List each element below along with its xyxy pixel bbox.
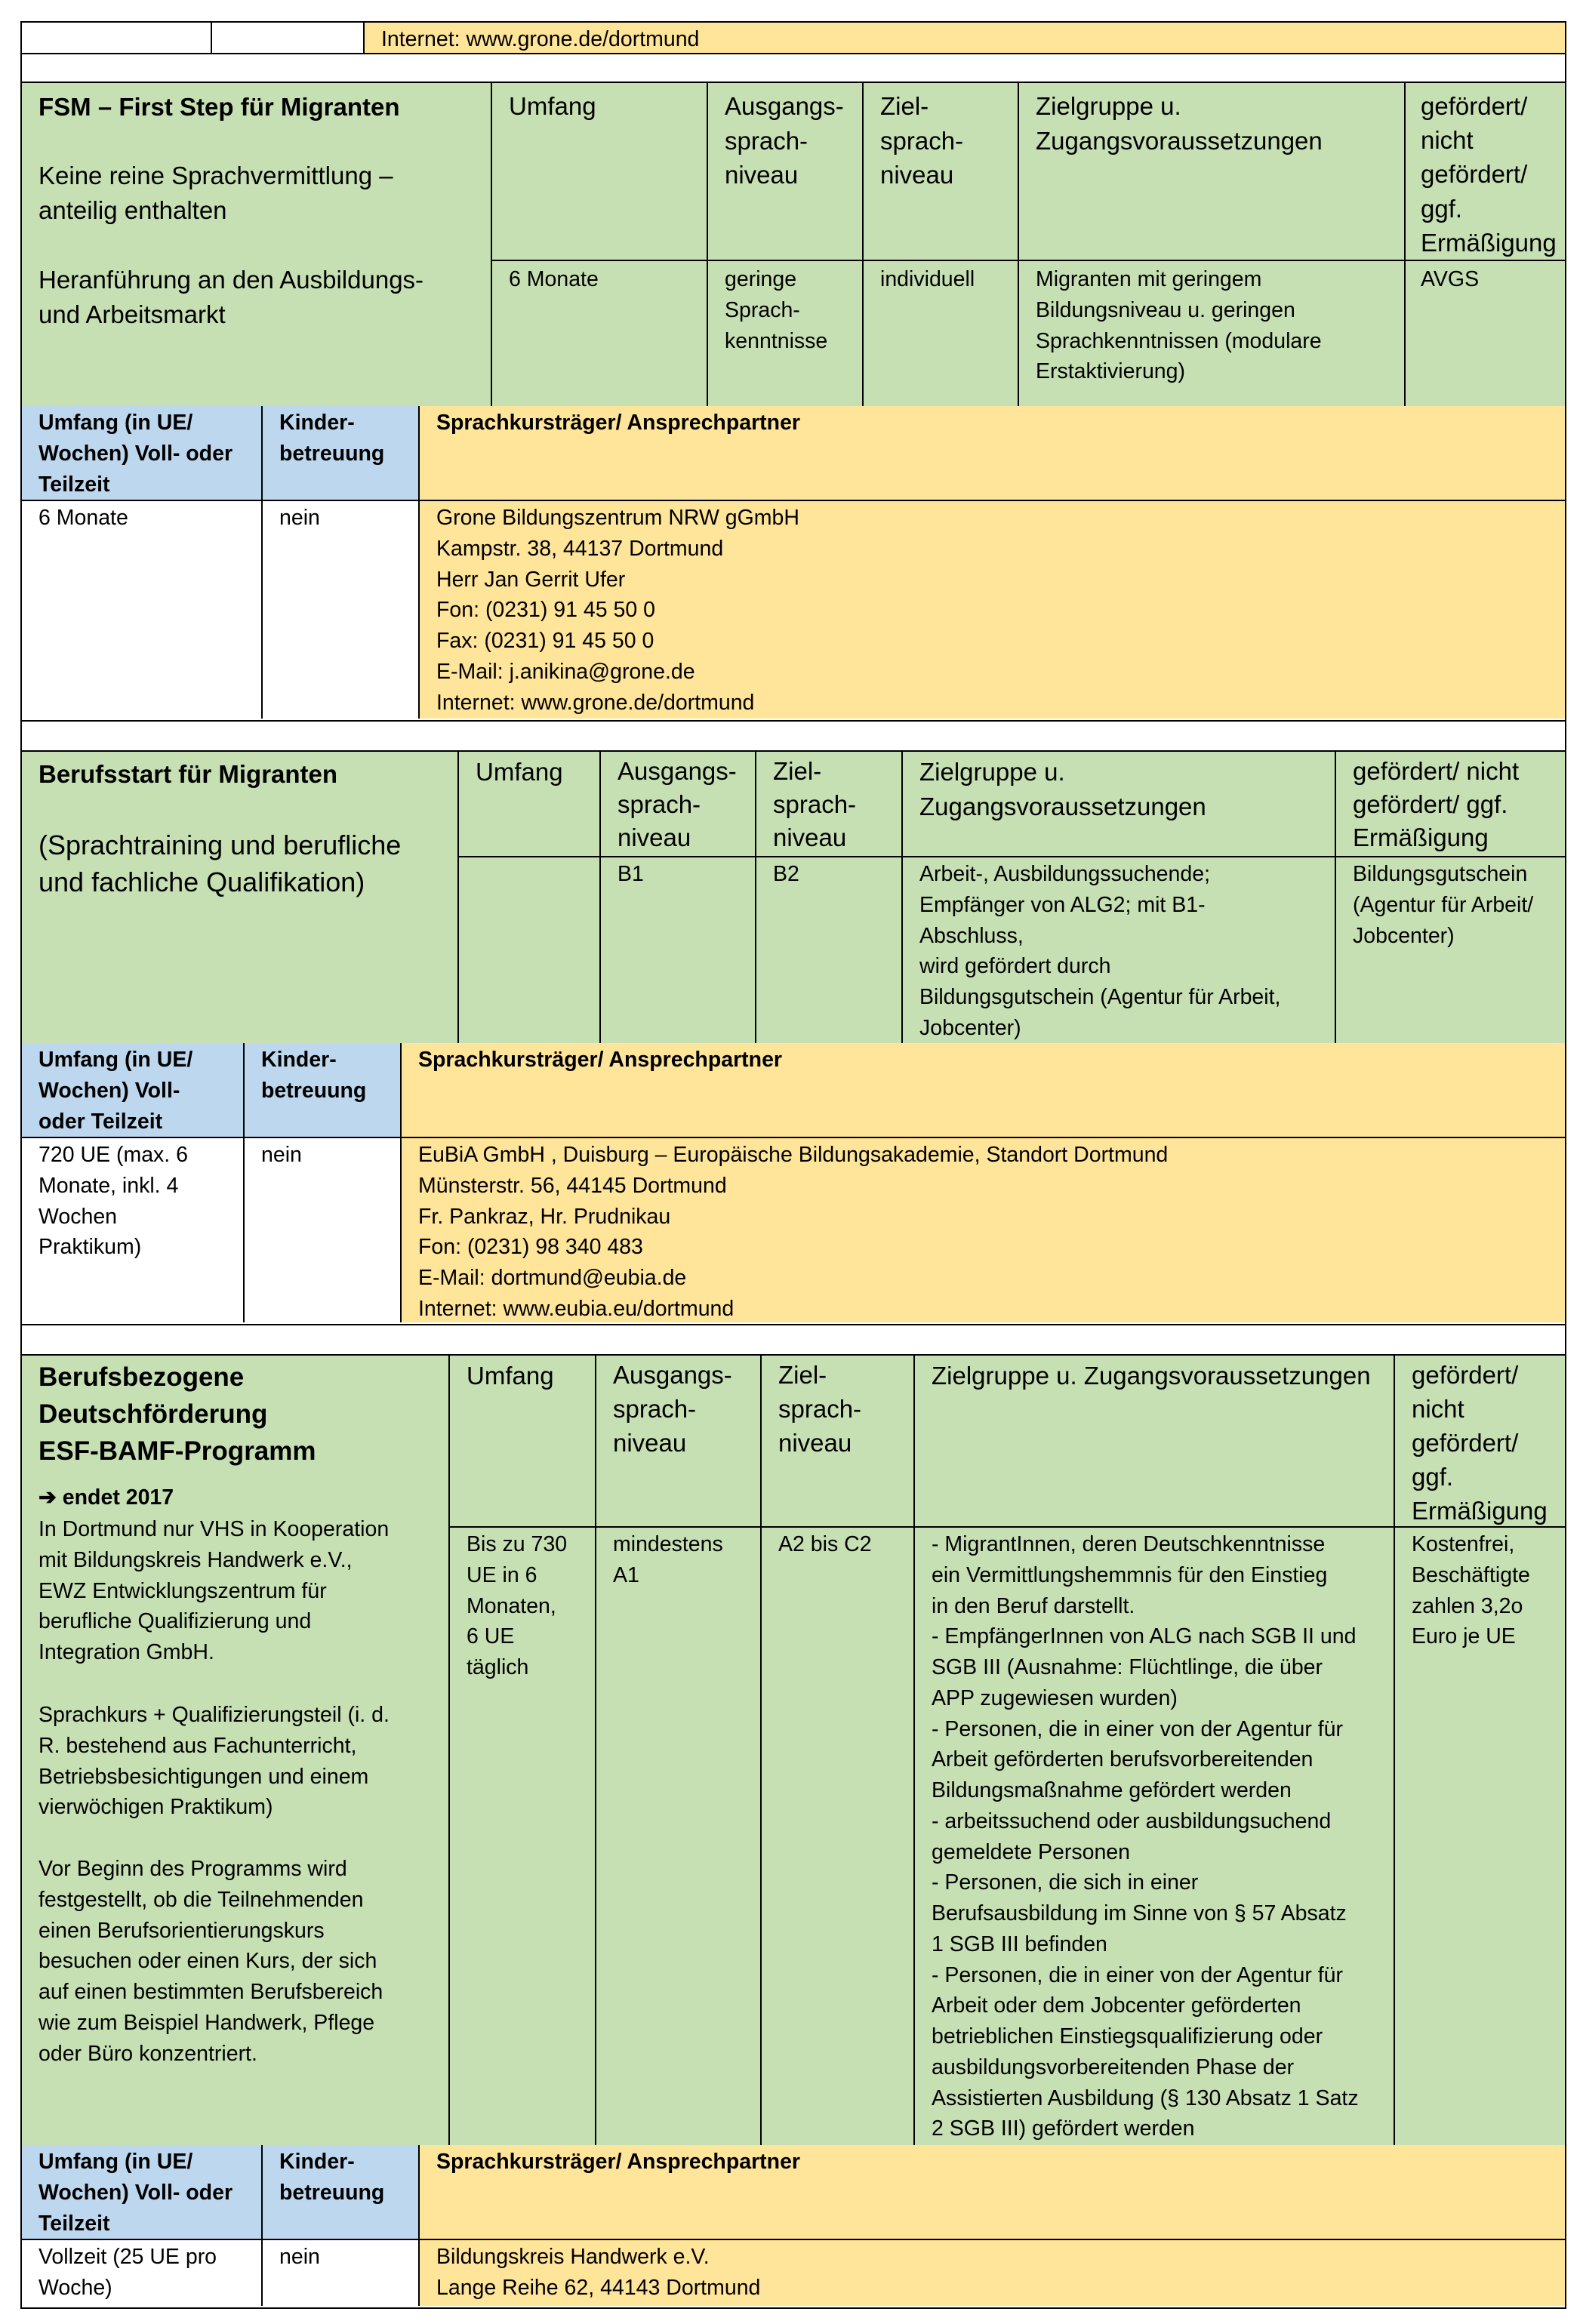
esf-p-kinder <box>263 2240 420 2306</box>
esf-h-gefoerdert-text: gefördert/ nicht gefördert/ ggf. Ermäßigung <box>1412 1361 1548 1525</box>
esf-v-umfang-text: Bis zu 730 UE in 6 Monaten, 6 UE täglich <box>467 1532 568 1679</box>
esf-ph-traeger-text: Sprachkursträger/ Ansprechpartner <box>436 2150 801 2174</box>
fsm-h-umfang-text: Umfang <box>509 92 596 120</box>
bs-v-zielgruppe-text: Arbeit-, Ausbildungssuchende; Empfänger von ALG2; mit B1- Abschluss, wird gefördert durch Bildungsgutschein (Agentur für Arbeit, Jobcenter) <box>919 862 1281 1040</box>
fsm-p-traeger <box>420 501 1565 719</box>
bs-ph-umfang-text: Umfang (in UE/ Wochen) Voll- oder Teilzeit <box>38 1048 193 1134</box>
esf-desc-3: Vor Beginn des Programms wird festgestellt, ob die Teilnehmenden einen Berufsorientierungskurs besuchen oder einen Kurs, der sich auf einen bestimmten Berufsbereich wie zum Beispiel Handwerk, Pflege oder Büro konzentriert. <box>38 1857 383 2066</box>
fsm-section <box>20 82 1566 408</box>
bs-h-ziel <box>756 752 903 857</box>
spacer-3 <box>20 1324 1566 1356</box>
fsm-ph-traeger <box>420 406 1565 501</box>
esf-v-ziel-text: A2 bis C2 <box>778 1532 872 1556</box>
bs-h-umfang-text: Umfang <box>476 758 563 786</box>
esf-v-gefoerdert <box>1395 1528 1565 2145</box>
esf-v-zielgruppe-text: - MigrantInnen, deren Deutschkenntnisse ein Vermittlungshemmnis für den Einstieg in den Beruf darstellt. - EmpfängerInnen von ALG nach SGB II und SGB III (Ausnahme: Flüchtlinge, die über APP zugewiesen wurden) - Personen, die in einer von der Agentur für Arbeit geförderten berufsvorbereitenden Bildungsmaßnahme gefördert werden - arbeitssuchend oder ausbildungsuchend gemeldete Personen - Personen, die sich in einer Berufsausbildung im Sinne von § 57 Absatz 1 SGB III befinden - Personen, die in einer von der Agentur für Arbeit oder dem Jobcenter geförderten betrieblichen Einstiegsqualifizierung oder ausbildungsvorbereitenden Phase der Assistierten Ausbildung (§ 130 Absatz 1 Satz 2 SGB III) gefördert werden <box>932 1532 1359 2141</box>
fsm-v-ausgang <box>708 261 864 406</box>
fsm-ph-traeger-text: Sprachkursträger/ Ansprechpartner <box>436 411 801 435</box>
bs-v-gefoerdert <box>1336 857 1565 1043</box>
fsm-desc-2: Heranführung an den Ausbildungs- und Arbeitsmarkt <box>38 266 424 328</box>
bs-desc: (Sprachtraining und berufliche und fachliche Qualifikation) <box>38 830 402 897</box>
bs-v-ausgang <box>601 857 756 1043</box>
fsm-v-zielgruppe <box>1019 261 1406 406</box>
esf-v-ziel <box>762 1528 915 2145</box>
esf-v-ausgang-text: mindestens A1 <box>613 1532 723 1587</box>
esf-provider <box>20 2145 1566 2309</box>
esf-p-umfang-text: Vollzeit (25 UE pro Woche) <box>38 2245 217 2300</box>
fsm-h-zielgruppe-text: Zielgruppe u. Zugangsvoraussetzungen <box>1036 92 1323 155</box>
esf-v-zielgruppe <box>915 1528 1395 2145</box>
bs-ph-kinder-text: Kinder- betreuung <box>261 1048 367 1103</box>
fsm-title: FSM – First Step für Migranten <box>38 93 400 121</box>
bs-h-ausgang-text: Ausgangs- sprach- niveau <box>617 757 737 851</box>
bs-v-zielgruppe <box>903 857 1336 1043</box>
bs-ph-kinder <box>245 1043 402 1138</box>
bs-v-ziel-text: B2 <box>773 862 799 886</box>
bs-p-kinder <box>245 1138 402 1322</box>
bs-h-ausgang <box>601 752 756 857</box>
fsm-p-kinder <box>263 501 420 719</box>
fsm-provider <box>20 406 1566 722</box>
top-cell-internet <box>365 23 1565 53</box>
berufsstart-section <box>20 750 1566 1045</box>
fsm-p-umfang <box>22 501 263 719</box>
berufsstart-provider <box>20 1043 1566 1325</box>
esf-section <box>20 1354 1566 2147</box>
esf-desc-1: In Dortmund nur VHS in Kooperation mit Bildungskreis Handwerk e.V., EWZ Entwicklungszentrum für berufliche Qualifizierung und Integration GmbH. <box>38 1517 390 1664</box>
top-cell-2 <box>212 23 365 53</box>
bs-h-gefoerdert-text: gefördert/ nicht gefördert/ ggf. Ermäßigung <box>1353 757 1520 851</box>
esf-ph-umfang <box>22 2145 263 2240</box>
esf-ph-kinder <box>263 2145 420 2240</box>
esf-ph-traeger <box>420 2145 1565 2240</box>
bs-ph-umfang <box>22 1043 245 1138</box>
fsm-h-gefoerdert-text: gefördert/ nicht gefördert/ ggf. Ermäßigung <box>1421 92 1557 257</box>
esf-h-zielgruppe-text: Zielgruppe u. Zugangsvoraussetzungen <box>932 1362 1371 1390</box>
bs-h-umfang <box>459 752 601 857</box>
top-cell-1 <box>22 23 212 53</box>
fsm-p-traeger-text: Grone Bildungszentrum NRW gGmbH Kampstr. 38, 44137 Dortmund Herr Jan Gerrit Ufer Fon: (0231) 91 45 50 0 Fax: (0231) 91 45 50 0 E-Mail: j.anikina@grone.de Internet: www.grone.de/dortmund <box>436 506 799 715</box>
fsm-desc-1: Keine reine Sprachvermittlung – anteilig enthalten <box>38 162 393 224</box>
esf-h-ausgang-text: Ausgangs- sprach- niveau <box>613 1361 732 1457</box>
esf-p-traeger-text: Bildungskreis Handwerk e.V. Lange Reihe 62, 44143 Dortmund <box>436 2245 761 2300</box>
esf-ph-umfang-text: Umfang (in UE/ Wochen) Voll- oder Teilzeit <box>38 2150 233 2236</box>
fsm-v-gefoerdert-text: AVGS <box>1421 267 1480 291</box>
esf-h-umfang-text: Umfang <box>467 1362 554 1390</box>
esf-v-ausgang <box>596 1528 762 2145</box>
esf-desc-2: Sprachkurs + Qualifizierungsteil (i. d. R. bestehend aus Fachunterricht, Betriebsbesichtigungen und einem vierwöchigen Praktikum) <box>38 1703 390 1820</box>
bs-h-zielgruppe-text: Zielgruppe u. Zugangsvoraussetzungen <box>919 758 1206 820</box>
fsm-ph-kinder <box>263 406 420 501</box>
esf-h-ziel-text: Ziel- sprach- niveau <box>778 1361 862 1457</box>
spacer-2 <box>20 720 1566 752</box>
esf-p-kinder-text: nein <box>279 2245 320 2269</box>
bs-p-traeger-text: EuBiA GmbH , Duisburg – Europäische Bildungsakademie, Standort Dortmund Münsterstr. 56, 44145 Dortmund Fr. Pankraz, Hr. Prudnikau Fon: (0231) 98 340 483 E-Mail: dortmund@eubia.de Internet: www.eubia.eu/dortmund <box>418 1143 1169 1321</box>
spacer-1 <box>20 53 1566 83</box>
fsm-v-zielgruppe-text: Migranten mit geringem Bildungsniveau u. geringen Sprachkenntnissen (modulare Erstaktivierung) <box>1036 267 1322 384</box>
fsm-h-ausgang <box>708 83 864 261</box>
bs-title-cell <box>22 752 459 1043</box>
bs-v-umfang <box>459 857 601 1043</box>
esf-h-gefoerdert <box>1395 1356 1565 1528</box>
bs-h-ziel-text: Ziel- sprach- niveau <box>773 757 857 851</box>
esf-v-gefoerdert-text: Kostenfrei, Beschäftigte zahlen 3,2o Euro je UE <box>1412 1532 1530 1649</box>
fsm-v-ausgang-text: geringe Sprach- kenntnisse <box>725 267 828 353</box>
bs-h-gefoerdert <box>1336 752 1565 857</box>
bs-p-umfang <box>22 1138 245 1322</box>
fsm-h-umfang <box>492 83 708 261</box>
fsm-ph-kinder-text: Kinder- betreuung <box>279 411 385 466</box>
top-partial-row <box>20 21 1566 54</box>
esf-title-cell <box>22 1356 450 2145</box>
fsm-v-gefoerdert <box>1406 261 1565 406</box>
fsm-v-umfang <box>492 261 708 406</box>
fsm-h-ziel <box>864 83 1019 261</box>
fsm-h-ausgang-text: Ausgangs- sprach- niveau <box>725 92 844 189</box>
bs-h-zielgruppe <box>903 752 1336 857</box>
bs-ph-traeger-text: Sprachkursträger/ Ansprechpartner <box>418 1048 783 1072</box>
fsm-h-gefoerdert <box>1406 83 1565 261</box>
bs-v-ausgang-text: B1 <box>617 862 644 886</box>
bs-p-umfang-text: 720 UE (max. 6 Monate, inkl. 4 Wochen Praktikum) <box>38 1143 188 1260</box>
esf-title: Berufsbezogene Deutschförderung ESF-BAMF-Programm <box>38 1362 316 1466</box>
esf-ends: ➔ endet 2017 <box>38 1485 174 1510</box>
fsm-title-cell <box>22 83 492 406</box>
bs-v-ziel <box>756 857 903 1043</box>
esf-p-traeger <box>420 2240 1565 2306</box>
esf-h-umfang <box>450 1356 596 1528</box>
fsm-ph-umfang-text: Umfang (in UE/ Wochen) Voll- oder Teilzeit <box>38 411 233 497</box>
bs-p-traeger <box>402 1138 1565 1322</box>
bs-v-gefoerdert-text: Bildungsgutschein (Agentur für Arbeit/ Jobcenter) <box>1353 862 1534 948</box>
esf-h-zielgruppe <box>915 1356 1395 1528</box>
fsm-v-ziel-text: individuell <box>880 267 975 291</box>
bs-p-kinder-text: nein <box>261 1143 302 1167</box>
fsm-v-umfang-text: 6 Monate <box>509 267 599 291</box>
esf-ph-kinder-text: Kinder- betreuung <box>279 2150 385 2205</box>
fsm-h-ziel-text: Ziel- sprach- niveau <box>880 92 964 189</box>
esf-p-umfang <box>22 2240 263 2306</box>
esf-h-ausgang <box>596 1356 762 1528</box>
top-internet-text: Internet: www.grone.de/dortmund <box>381 27 700 51</box>
bs-title: Berufsstart für Migranten <box>38 760 338 788</box>
bs-ph-traeger <box>402 1043 1565 1138</box>
fsm-p-umfang-text: 6 Monate <box>38 506 128 530</box>
fsm-h-zielgruppe <box>1019 83 1406 261</box>
esf-h-ziel <box>762 1356 915 1528</box>
fsm-v-ziel <box>864 261 1019 406</box>
fsm-p-kinder-text: nein <box>279 506 320 530</box>
esf-v-umfang <box>450 1528 596 2145</box>
fsm-ph-umfang <box>22 406 263 501</box>
